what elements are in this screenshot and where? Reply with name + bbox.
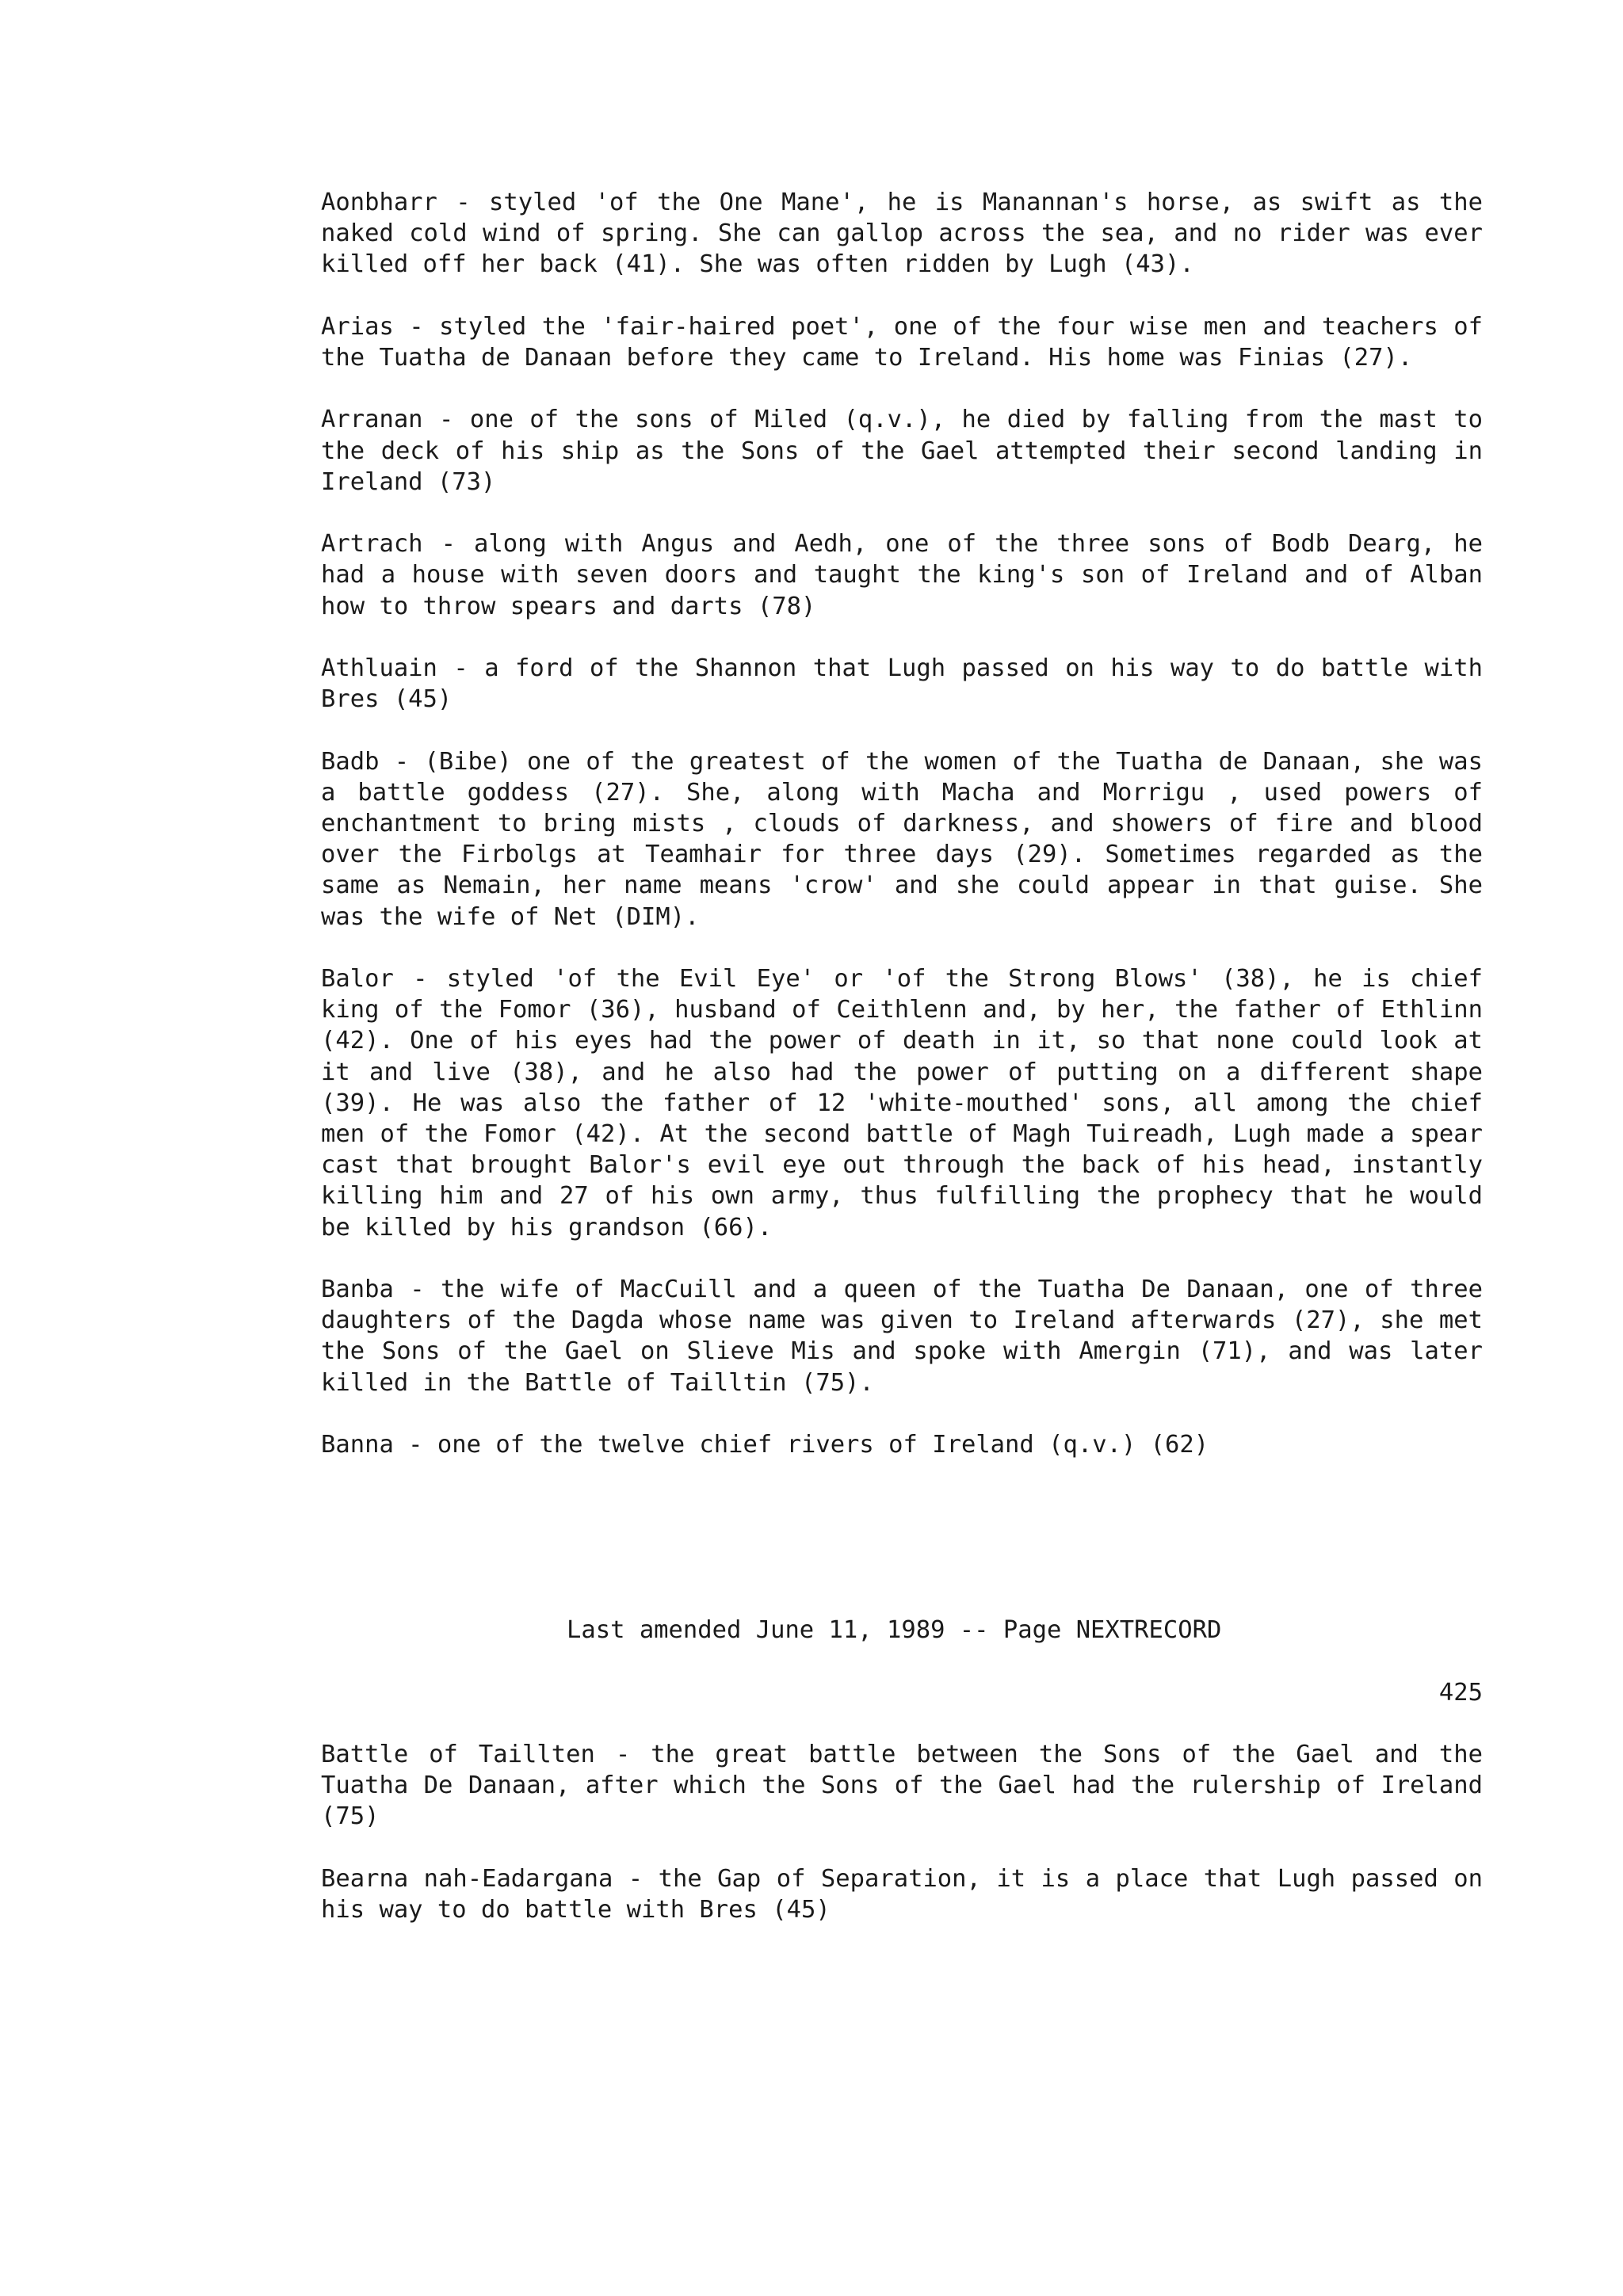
page-number: 425	[1438, 1678, 1483, 1707]
entry-aonbharr: Aonbharr - styled 'of the One Mane', he is Manannan's horse, as swift as the naked cold wind of spring. She can gallop across the sea, and no rider was ever killed off her back (41). She was often ridden by Lugh (43).	[321, 189, 1483, 279]
page-footer: Last amended June 11, 1989 -- Page NEXTRECORD	[567, 1616, 1222, 1645]
entry-bearna-nah-eadargana: Bearna nah-Eadargana - the Gap of Separation, it is a place that Lugh passed on his way to do battle with Bres (45)	[321, 1864, 1483, 1924]
entry-artrach: Artrach - along with Angus and Aedh, one of the three sons of Bodb Dearg, he had a house with seven doors and taught the king's son of Ireland and of Alban how to throw spears and darts (78)	[321, 530, 1483, 620]
entry-arranan: Arranan - one of the sons of Miled (q.v.), he died by falling from the mast to the deck of his ship as the Sons of the Gael attempted their second landing in Ireland (73)	[321, 406, 1483, 496]
document-page	[321, 187, 1483, 1956]
entry-banba: Banba - the wife of MacCuill and a queen of the Tuatha De Danaan, one of three daughters of the Dagda whose name was given to Ireland afterwards (27), she met the Sons of the Gael on Slieve Mis and spoke with Amergin (71), and was later killed in the Battle of Tailltin (75).	[321, 1276, 1483, 1397]
entry-athluain: Athluain - a ford of the Shannon that Lugh passed on his way to do battle with Bres (45)	[321, 654, 1483, 714]
entry-banna: Banna - one of the twelve chief rivers of Ireland (q.v.) (62)	[321, 1431, 1209, 1459]
entry-arias: Arias - styled the 'fair-haired poet', one of the four wise men and teachers of the Tuatha de Danaan before they came to Ireland. His home was Finias (27).	[321, 312, 1483, 372]
entry-badb: Badb - (Bibe) one of the greatest of the women of the Tuatha de Danaan, she was a battle goddess (27). She, along with Macha and Morrigu , used powers of enchantment to bring mists , clouds of darkness, and showers of fire and blood over the Firbolgs at Teamhair for three days (29). Sometimes regarded as the same as Nemain, her name means 'crow' and she could appear in that guise. She was the wife of Net (DIM).	[321, 747, 1483, 931]
glossary-section-bottom	[321, 1739, 1483, 1925]
glossary-section-top	[321, 187, 1483, 1460]
entry-balor: Balor - styled 'of the Evil Eye' or 'of the Strong Blows' (38), he is chief king of the Fomor (36), husband of Ceithlenn and, by her, the father of Ethlinn (42). One of his eyes had the power of death in it, so that none could look at it and live (38), and he also had the power of putting on a different shape (39). He was also the father of 12 'white-mouthed' sons, all among the chief men of the Fomor (42). At the second battle of Magh Tuireadh, Lugh made a spear cast that brought Balor's evil eye out through the back of his head, instantly killing him and 27 of his own army, thus fulfilling the prophecy that he would be killed by his grandson (66).	[321, 964, 1483, 1241]
entry-battle-of-taillten: Battle of Taillten - the great battle between the Sons of the Gael and the Tuatha De Danaan, after which the Sons of the Gael had the rulership of Ireland (75)	[321, 1740, 1483, 1831]
